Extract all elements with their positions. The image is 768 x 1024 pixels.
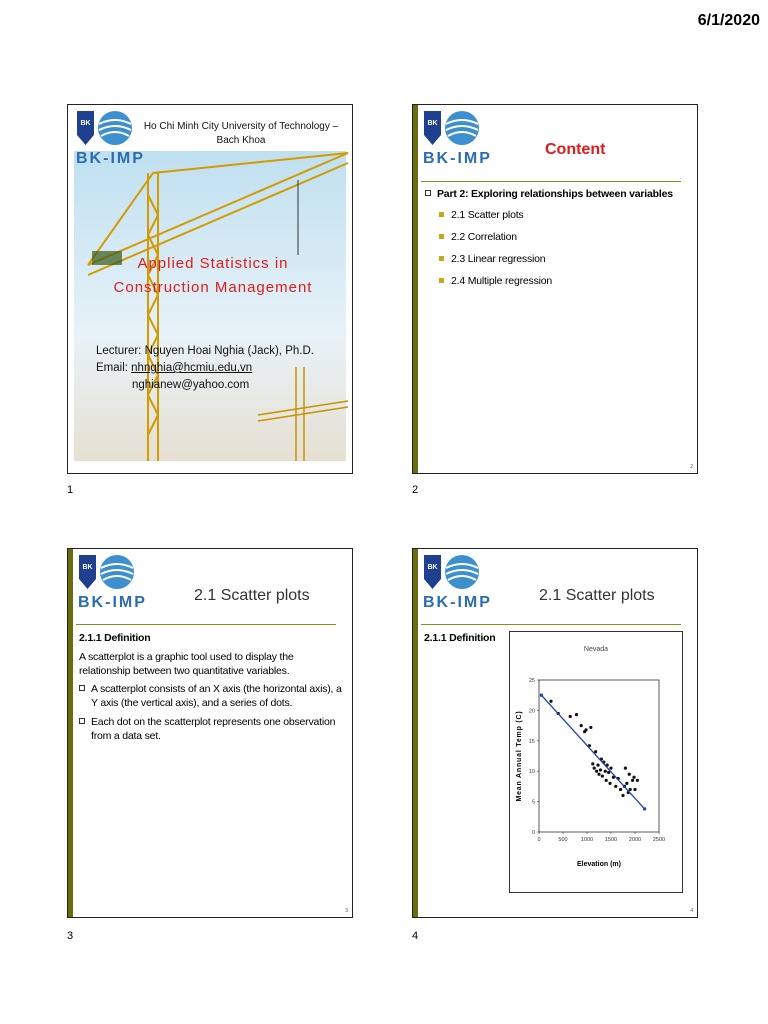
y-tick-label: 5: [531, 799, 535, 806]
outline-item: 2.1 Scatter plots: [439, 208, 693, 222]
x-tick-label: 500: [558, 837, 568, 843]
square-bullet-icon: [439, 278, 444, 283]
bk-imp-logo: [421, 552, 492, 614]
page-date: 6/1/2020: [697, 12, 760, 29]
definition-paragraph: A scatterplot is a graphic tool used to display the relationship between two quantitative variables.: [79, 651, 294, 677]
x-axis-label: Elevation (m): [577, 861, 621, 868]
scatter-point: [629, 788, 632, 791]
bk-shield-icon: [424, 111, 441, 145]
bk-imp-logo: [421, 108, 492, 170]
y-tick-label: 15: [528, 738, 535, 745]
scatter-point: [601, 774, 604, 777]
scatter-point: [609, 767, 612, 770]
slide-1-number: 1: [67, 484, 74, 496]
slide-2-inner-number: 2: [690, 464, 693, 470]
logo-text: BK-IMP: [423, 594, 492, 611]
x-tick-label: 0: [537, 837, 541, 843]
scatter-point: [596, 764, 599, 767]
slide-4-number: 4: [412, 930, 419, 942]
title-underline: [76, 624, 336, 625]
university-line-2: Bach Khoa: [216, 135, 266, 146]
slide-4-inner-number: 4: [690, 908, 693, 914]
definition-heading: 2.1.1 Definition: [79, 632, 151, 644]
slide-2-number: 2: [412, 484, 419, 496]
scatter-point: [591, 762, 594, 765]
svg-text:BK: BK: [80, 120, 91, 127]
x-tick-label: 1000: [580, 837, 594, 843]
logo-text: BK-IMP: [78, 594, 147, 611]
scatter-plot-chart: [509, 631, 683, 893]
slide-2-sidebar-bar: [413, 105, 418, 473]
wave-globe-icon: [99, 554, 135, 590]
checkbox-bullet-icon: [425, 190, 431, 196]
scatter-point: [569, 715, 572, 718]
slide-3-number: 3: [67, 930, 74, 942]
outline-item: 2.3 Linear regression: [439, 252, 693, 266]
square-bullet-icon: [439, 212, 444, 217]
bk-shield-icon: [424, 555, 441, 589]
definition-content: [79, 631, 347, 743]
scatter-point: [597, 773, 600, 776]
title-underline: [421, 181, 681, 182]
course-title-line-1: Applied Statistics in: [137, 255, 289, 272]
scatter-point: [549, 700, 552, 703]
section-part-2: Part 2: Exploring relationships between variables: [437, 188, 673, 200]
scatter-point: [580, 724, 583, 727]
email-link-2[interactable]: nghianew@yahoo.com: [132, 379, 250, 391]
scatter-point: [633, 788, 636, 791]
scatter-point: [584, 728, 587, 731]
square-bullet-icon: [439, 256, 444, 261]
slide-4-sidebar-bar: [413, 549, 418, 917]
slide-3-sidebar-bar: [68, 549, 73, 917]
content-outline: [425, 187, 693, 293]
slide-2[interactable]: [412, 104, 698, 474]
scatter-point: [619, 788, 622, 791]
scatter-point: [625, 782, 628, 785]
definition-bullet: A scatterplot consists of an X axis (the horizontal axis), a Y axis (the vertical axis), and a series of dots.: [91, 683, 342, 709]
scatter-point: [589, 726, 592, 729]
email-link-1[interactable]: nhnghia@hcmiu.edu,vn: [131, 362, 253, 374]
slide-3-title: 2.1 Scatter plots: [194, 587, 310, 604]
scatter-point: [593, 767, 596, 770]
svg-text:BK: BK: [427, 120, 438, 127]
logo-text: BK-IMP: [76, 150, 145, 167]
outline-item: 2.2 Correlation: [439, 230, 693, 244]
scatter-point: [595, 770, 598, 773]
chart-title: Nevada: [583, 646, 609, 653]
slide-2-title: Content: [545, 141, 606, 158]
slide-1[interactable]: [67, 104, 353, 474]
svg-text:BK: BK: [82, 564, 93, 571]
scatter-point: [599, 768, 602, 771]
course-title-line-2: Construction Management: [113, 279, 313, 296]
scatter-point: [632, 776, 635, 779]
wave-globe-icon: [444, 554, 480, 590]
x-tick-label: 2000: [628, 837, 642, 843]
svg-text:BK: BK: [427, 564, 438, 571]
course-title: [88, 252, 338, 300]
scatter-point: [604, 770, 607, 773]
lecturer-info: [96, 343, 314, 394]
scatter-point: [614, 785, 617, 788]
x-tick-label: 2500: [652, 837, 666, 843]
scatter-point: [628, 773, 631, 776]
y-tick-label: 20: [528, 708, 535, 715]
checkbox-bullet-icon: [79, 685, 85, 691]
y-tick-label: 0: [531, 830, 535, 836]
logo-text: BK-IMP: [423, 150, 492, 167]
university-name: [130, 120, 352, 148]
outline-item: 2.4 Multiple regression: [439, 274, 693, 288]
square-bullet-icon: [439, 234, 444, 239]
x-tick-label: 1500: [604, 837, 618, 843]
email-label: Email:: [96, 362, 128, 374]
title-underline: [421, 624, 681, 625]
slide-4[interactable]: [412, 548, 698, 918]
scatter-point: [621, 794, 624, 797]
lecturer-name: Lecturer: Nguyen Hoai Nghia (Jack), Ph.D.: [96, 345, 314, 357]
scatter-point: [608, 782, 611, 785]
definition-bullet: Each dot on the scatterplot represents one observation from a data set.: [91, 716, 336, 742]
wave-globe-icon: [97, 110, 133, 146]
scatter-point: [575, 713, 578, 716]
scatter-point: [624, 767, 627, 770]
y-tick-label: 25: [528, 678, 535, 684]
y-axis-label: Mean Annual Temp (C): [516, 710, 523, 802]
bk-shield-icon: [77, 111, 94, 145]
scatter-point: [605, 779, 608, 782]
y-tick-label: 10: [528, 769, 535, 776]
university-line-1: Ho Chi Minh City University of Technology –: [143, 121, 339, 132]
checkbox-bullet-icon: [79, 718, 85, 724]
wave-globe-icon: [444, 110, 480, 146]
bk-imp-logo: [74, 108, 145, 170]
slide-3-inner-number: 3: [345, 908, 348, 914]
bk-imp-logo: [76, 552, 147, 614]
definition-heading: 2.1.1 Definition: [424, 632, 496, 644]
bk-shield-icon: [79, 555, 96, 589]
slide-3[interactable]: [67, 548, 353, 918]
scatter-point: [631, 779, 634, 782]
slide-4-title: 2.1 Scatter plots: [539, 587, 655, 604]
scatter-point: [636, 779, 639, 782]
